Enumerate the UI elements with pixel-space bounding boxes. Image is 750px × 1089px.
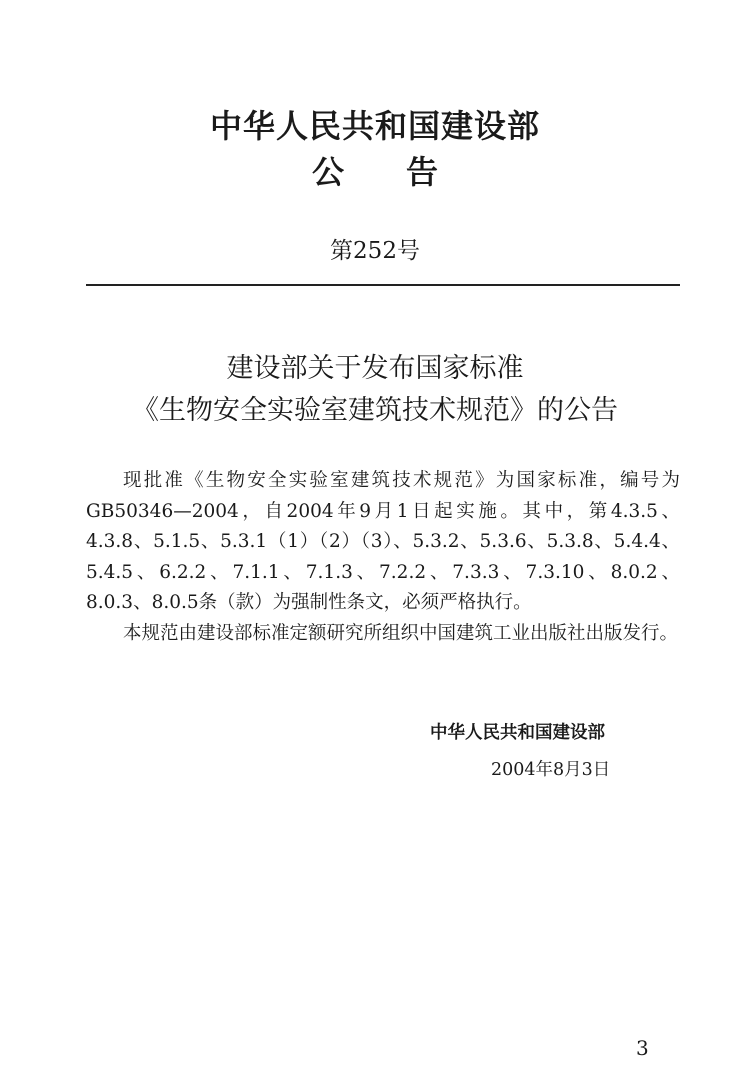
header-divider [86,284,680,286]
announcement-body [86,466,680,649]
signature-date: 2004年8月3日 [491,760,611,780]
body-paragraph-2: 本规范由建设部标准定额研究所组织中国建筑工业出版社出版发行。 [123,622,679,644]
page-number: 3 [636,1036,649,1060]
issuer-name: 中华人民共和国建设部 [209,107,540,145]
announcement-number: 第252号 [330,238,420,264]
announcement-title-line2: 《生物安全实验室建筑技术规范》的公告 [132,395,618,426]
announcement-heading: 公告 [311,153,500,191]
body-paragraph-1: 现批准《生物安全实验室建筑技术规范》为国家标准，编号为GB50346—2004，自2004年9月1日起实施。其中，第4.3.5、4.3.8、5.1.5、5.3.1（1）（2）（3）、5.3.2、5.3.6、5.3.8、5.4.4、5.4.5、6.2.2、7.1.1、7.1.3、7.2.2、7.3.3、7.3.10、8.0.2、8.0.3、8.0.5条（款）为强制性条文，必须严格执行。 [86,470,680,613]
announcement-title-line1: 建设部关于发布国家标准 [226,353,524,384]
signature-organization: 中华人民共和国建设部 [430,723,605,743]
